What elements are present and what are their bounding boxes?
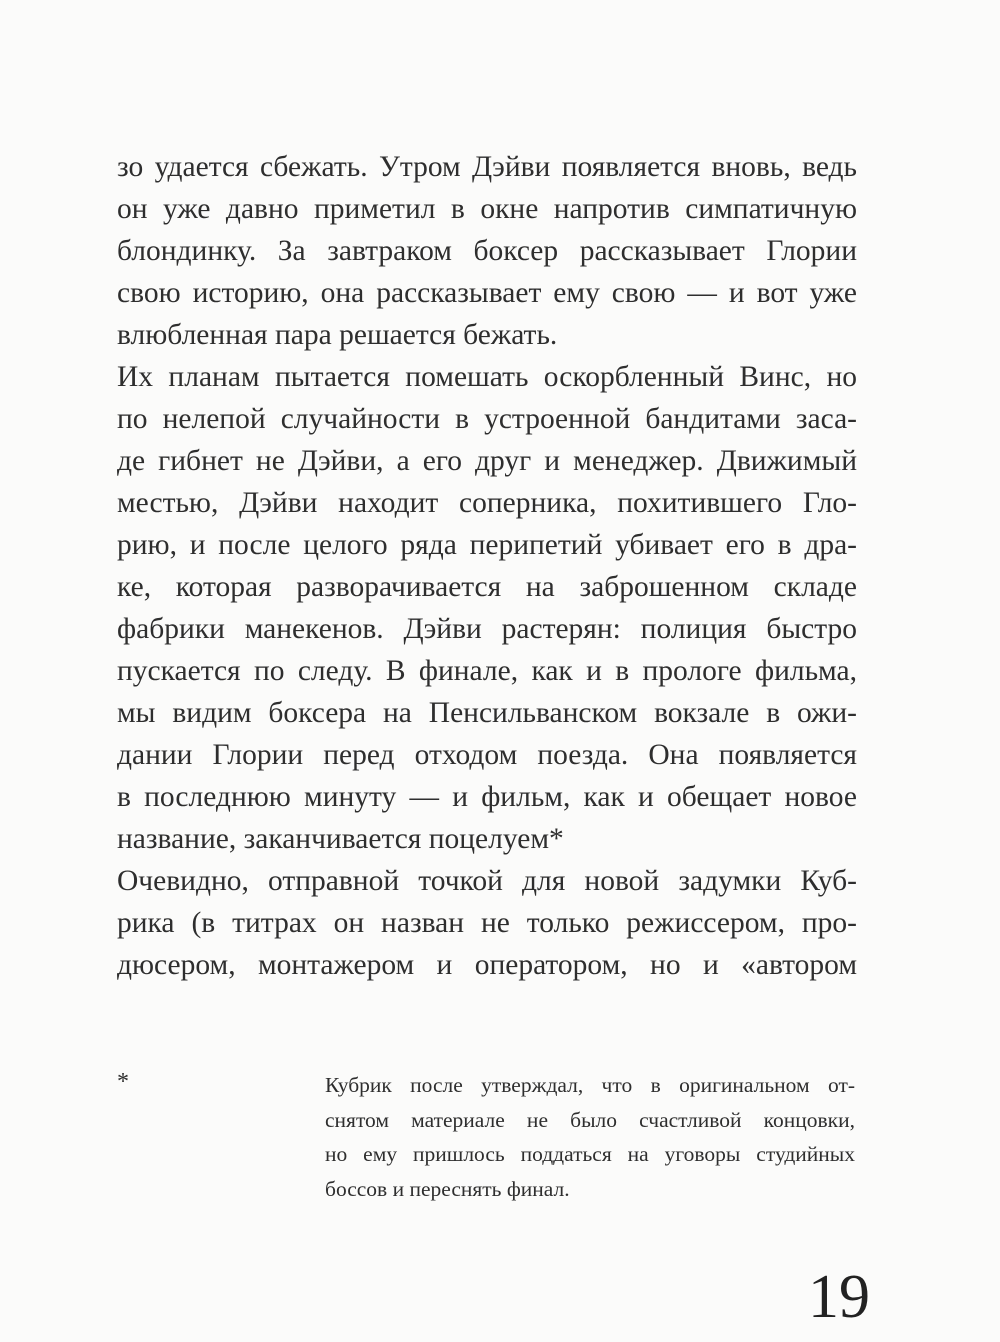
footnote-line: Кубрик после утверждал, что в оригинальном от- (325, 1073, 855, 1097)
body-line: название, заканчивается поцелуем* (117, 823, 564, 855)
body-line: дюсером, монтажером и оператором, но и «автором (117, 949, 857, 981)
body-line: фабрики манекенов. Дэйви растерян: полиция быстро (117, 613, 857, 645)
footnote-mark: * (117, 1069, 129, 1095)
footnote-text (325, 1068, 855, 1206)
body-line: влюбленная пара решается бежать. (117, 319, 558, 351)
body-line: рика (в титрах он назван не только режиссером, про- (117, 907, 857, 939)
body-line: блондинку. За завтраком боксер рассказывает Глории (117, 235, 857, 267)
body-line: Очевидно, отправной точкой для новой задумки Куб- (117, 865, 857, 897)
page-number: 19 (808, 1263, 870, 1331)
body-line: де гибнет не Дэйви, а его друг и менеджер. Движимый (117, 445, 857, 477)
body-line: ке, которая разворачивается на заброшенном складе (117, 571, 857, 603)
body-line: свою историю, она рассказывает ему свою — и вот уже (117, 277, 857, 309)
body-line: он уже давно приметил в окне напротив симпатичную (117, 193, 857, 225)
body-line: дании Глории перед отходом поезда. Она появляется (117, 739, 857, 771)
body-line: по нелепой случайности в устроенной бандитами заса- (117, 403, 857, 435)
body-line: зо удается сбежать. Утром Дэйви появляется вновь, ведь (117, 151, 857, 183)
footnote-line: боссов и переснять финал. (325, 1176, 570, 1201)
body-line: Их планам пытается помешать оскорбленный Винс, но (117, 361, 857, 393)
body-line: рию, и после целого ряда перипетий убивает его в дра- (117, 529, 857, 561)
body-line: в последнюю минуту — и фильм, как и обещает новое (117, 781, 857, 813)
body-line: мы видим боксера на Пенсильванском вокзале в ожи- (117, 697, 857, 729)
footnote-line: но ему пришлось поддаться на уговоры студийных (325, 1142, 855, 1166)
body-line: пускается по следу. В финале, как и в прологе фильма, (117, 655, 857, 687)
body-text (117, 146, 857, 986)
body-line: местью, Дэйви находит соперника, похитившего Гло- (117, 487, 857, 519)
footnote-line: снятом материале не было счастливой концовки, (325, 1107, 855, 1132)
